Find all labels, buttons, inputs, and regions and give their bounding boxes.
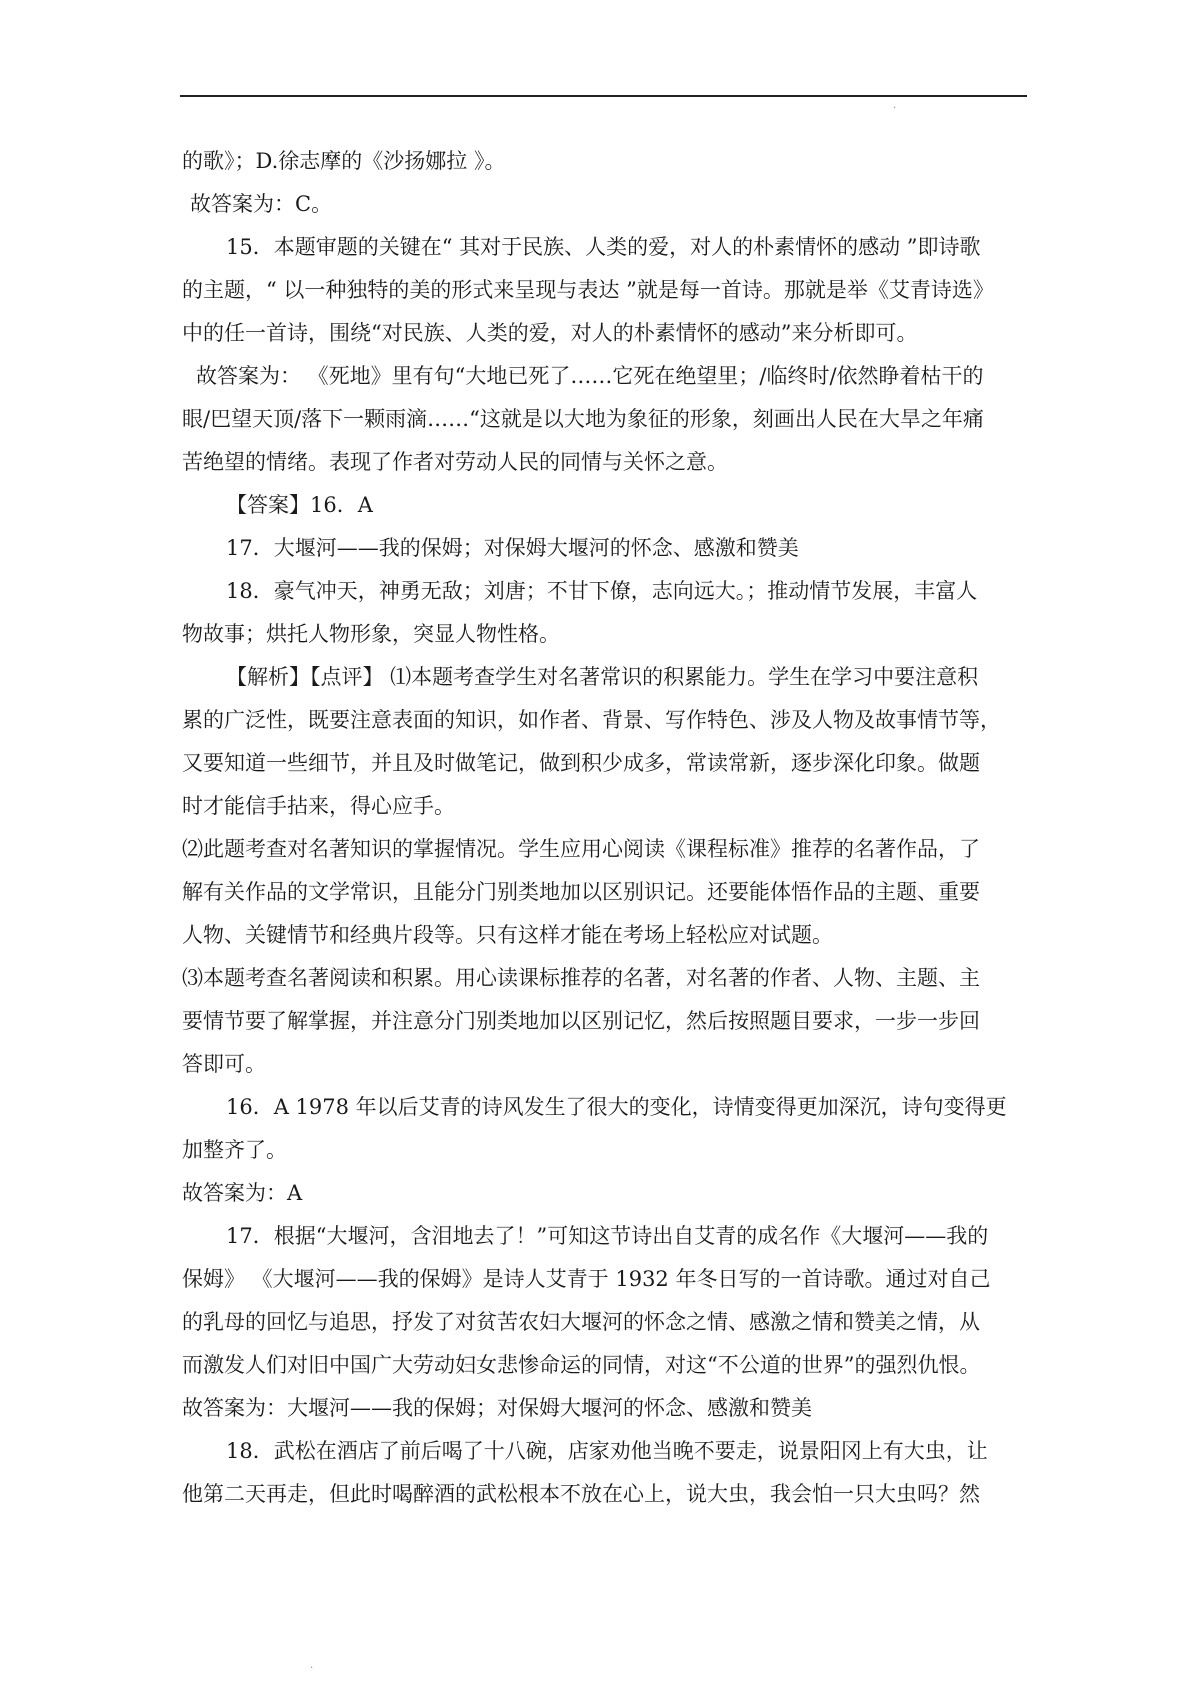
- header-rule: [180, 95, 1027, 97]
- footer-mark: .: [310, 1660, 314, 1671]
- text-line: 的歌》；D.徐志摩的《沙扬娜拉 》。: [182, 149, 506, 173]
- text-line: 18．武松在酒店了前后喝了十八碗，店家劝他当晚不要走，说景阳冈上有大虫，让: [226, 1439, 988, 1463]
- text-line: 保姆》 《大堰河——我的保姆》是诗人艾青于 1932 年冬日写的一首诗歌。通过对自己: [182, 1267, 991, 1291]
- text-line: 累的广泛性，既要注意表面的知识，如作者、背景、写作特色、涉及人物及故事情节等，: [182, 708, 1001, 732]
- text-line: 加整齐了。: [182, 1138, 287, 1162]
- header-mark: .: [893, 100, 897, 111]
- text-line: 要情节要了解掌握，并注意分门别类地加以区别记忆，然后按照题目要求，一步一步回: [182, 1009, 980, 1033]
- text-line: 【解析】【点评】 ⑴本题考查学生对名著常识的积累能力。学生在学习中要注意积: [226, 665, 979, 689]
- text-line: 他第二天再走，但此时喝醉酒的武松根本不放在心上，说大虫，我会怕一只大虫吗？然: [182, 1482, 980, 1506]
- text-line: ⑶本题考查名著阅读和积累。用心读课标推荐的名著，对名著的作者、人物、主题、主: [182, 966, 980, 990]
- document-body: [182, 140, 1030, 1516]
- text-line: 17．大堰河——我的保姆；对保姆大堰河的怀念、感激和赞美: [226, 536, 799, 560]
- text-line: 18．豪气冲天，神勇无敌；刘唐；不甘下僚，志向远大。；推动情节发展，丰富人: [226, 579, 978, 603]
- text-line: 解有关作品的文学常识，且能分门别类地加以区别识记。还要能体悟作品的主题、重要: [182, 880, 980, 904]
- text-line: 苦绝望的情绪。表现了作者对劳动人民的同情与关怀之意。: [182, 450, 728, 474]
- text-line: 故答案为：大堰河——我的保姆；对保姆大堰河的怀念、感激和赞美: [182, 1396, 812, 1420]
- text-line: 16．A 1978 年以后艾青的诗风发生了很大的变化，诗情变得更加深沉，诗句变得更: [226, 1095, 1007, 1119]
- text-line: 答即可。: [182, 1052, 266, 1076]
- text-line: 人物、关键情节和经典片段等。只有这样才能在考场上轻松应对试题。: [182, 923, 833, 947]
- text-line: 17．根据“大堰河，含泪地去了！”可知这节诗出自艾青的成名作《大堰河——我的: [226, 1224, 989, 1248]
- text-line: 15．本题审题的关键在“ 其对于民族、人类的爱，对人的朴素情怀的感动 ”即诗歌: [226, 235, 981, 259]
- text-line: 眼/巴望天顶/落下一颗雨滴……“这就是以大地为象征的形象，刻画出人民在大旱之年痛: [182, 407, 984, 431]
- text-line: 又要知道一些细节，并且及时做笔记，做到积少成多，常读常新，逐步深化印象。做题: [182, 751, 980, 775]
- text-line: 时才能信手拈来，得心应手。: [182, 794, 455, 818]
- text-line: 的主题，“ 以一种独特的美的形式来呈现与表达 ”就是每一首诗。那就是举《艾青诗选》: [182, 278, 994, 302]
- text-line: 故答案为： 《死地》里有句“大地已死了……它死在绝望里；/临终时/依然睁着枯干的: [196, 364, 984, 388]
- text-line: 的乳母的回忆与追思，抒发了对贫苦农妇大堰河的怀念之情、感激之情和赞美之情，从: [182, 1310, 980, 1334]
- text-line: 中的任一首诗，围绕“对民族、人类的爱，对人的朴素情怀的感动”来分析即可。: [182, 321, 918, 345]
- text-line: 【答案】16．A: [226, 493, 373, 517]
- text-line: ⑵此题考查对名著知识的掌握情况。学生应用心阅读《课程标准》推荐的名著作品，了: [182, 837, 980, 861]
- text-line: 而激发人们对旧中国广大劳动妇女悲惨命运的同情，对这“不公道的世界”的强烈仇恨。: [182, 1353, 981, 1377]
- text-line: 物故事；烘托人物形象，突显人物性格。: [182, 622, 560, 646]
- text-line: 故答案为：C。: [190, 192, 333, 216]
- text-line: 故答案为：A: [182, 1181, 303, 1205]
